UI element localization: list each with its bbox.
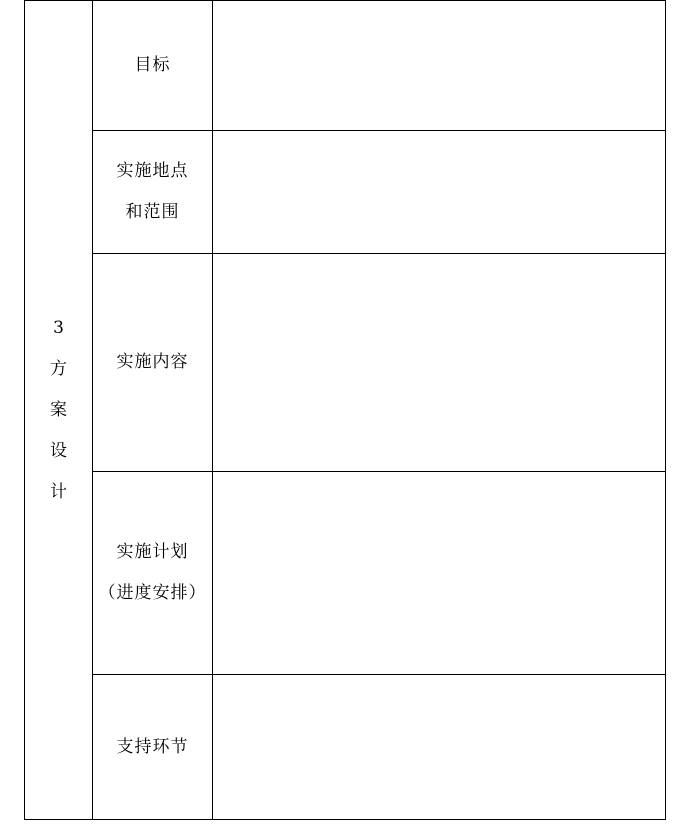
label-implementation-plan [93, 472, 213, 675]
label-text: 实施地点 [116, 161, 189, 181]
section-title-cell [25, 1, 93, 820]
label-text: 和范围 [125, 202, 180, 222]
section-title-char: 方 [50, 358, 67, 379]
content-implementation-plan[interactable] [213, 472, 666, 675]
table-row-implementation-plan [25, 472, 666, 675]
label-implementation-content [93, 254, 213, 472]
section-title-char: 设 [50, 440, 67, 461]
label-text: 实施内容 [116, 352, 189, 372]
section-title-char: 3 [53, 317, 64, 338]
label-text: 支持环节 [116, 736, 189, 757]
label-location-scope [93, 131, 213, 254]
label-text: 目标 [134, 55, 171, 75]
section-title-char: 案 [50, 399, 67, 420]
label-goal [93, 1, 213, 131]
content-goal[interactable] [213, 1, 666, 131]
label-support [93, 675, 213, 820]
content-implementation-content[interactable] [213, 254, 666, 472]
section-title-char: 计 [50, 481, 67, 502]
plan-design-form-table [24, 0, 666, 820]
label-text: 实施计划 [116, 542, 189, 562]
table-row-location-scope [25, 131, 666, 254]
content-location-scope[interactable] [213, 131, 666, 254]
table-row-support [25, 675, 666, 820]
table-row-goal [25, 1, 666, 131]
content-support[interactable] [213, 675, 666, 820]
table-row-implementation-content [25, 254, 666, 472]
label-text: （进度安排） [98, 583, 207, 603]
